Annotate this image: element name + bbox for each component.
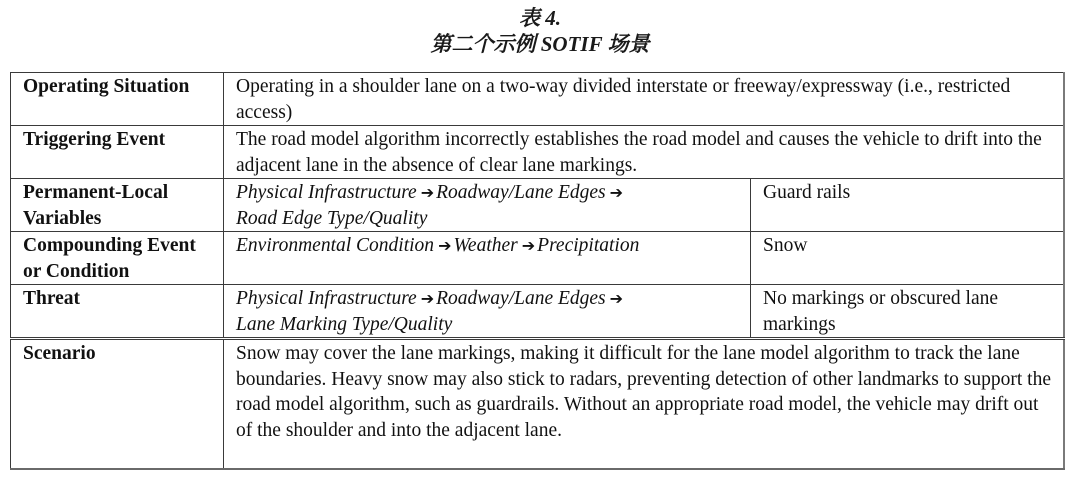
row-label: Compounding Event or Condition bbox=[11, 232, 224, 285]
row-label: Operating Situation bbox=[11, 73, 224, 126]
table-caption-number: 表 4. bbox=[519, 6, 561, 30]
path-segment: Weather bbox=[453, 235, 518, 256]
row-value: The road model algorithm incorrectly establishes the road model and causes the vehicle to drift into the adjacent lane in the absence of clear lane markings. bbox=[224, 126, 1064, 179]
path-segment: Roadway/Lane Edges bbox=[436, 288, 606, 309]
path-segment: Precipitation bbox=[537, 235, 640, 256]
path-segment: Physical Infrastructure bbox=[236, 288, 417, 309]
row-label: Permanent-Local Variables bbox=[11, 179, 224, 232]
path-segment: Lane Marking Type/Quality bbox=[236, 313, 453, 335]
arrow-right-icon: ➔ bbox=[420, 289, 435, 308]
table-row-compounding-event bbox=[11, 232, 1064, 285]
row-label: Threat bbox=[11, 285, 224, 339]
arrow-right-icon: ➔ bbox=[420, 183, 435, 202]
table-caption-title: 第二个示例 SOTIF 场景 bbox=[430, 32, 650, 56]
arrow-right-icon: ➔ bbox=[438, 236, 452, 255]
category-path bbox=[224, 285, 751, 339]
row-label: Scenario bbox=[11, 339, 224, 470]
row-value: No markings or obscured lane markings bbox=[751, 285, 1064, 339]
row-value: Snow bbox=[751, 232, 1064, 285]
arrow-right-icon: ➔ bbox=[609, 183, 624, 202]
category-path bbox=[224, 179, 751, 232]
path-segment: Road Edge Type/Quality bbox=[236, 207, 428, 229]
row-value: Operating in a shoulder lane on a two-way divided interstate or freeway/expressway (i.e., restricted access) bbox=[224, 73, 1064, 126]
table-row-operating-situation bbox=[11, 73, 1064, 126]
table-row-permanent-local-variables bbox=[11, 179, 1064, 232]
path-segment: Roadway/Lane Edges bbox=[436, 182, 606, 203]
table-row-triggering-event bbox=[11, 126, 1064, 179]
path-segment: Physical Infrastructure bbox=[236, 182, 417, 203]
category-path bbox=[224, 232, 751, 285]
row-value: Guard rails bbox=[751, 179, 1064, 232]
row-value: Snow may cover the lane markings, making it difficult for the lane model algorithm to track the lane boundaries. Heavy snow may also stick to radars, preventing detection of other landmarks to support the road model algorithm, such as guardrails. Without an appropriate road model, the vehicle may drift out of the shoulder and into the adjacent lane. bbox=[224, 339, 1064, 470]
arrow-right-icon: ➔ bbox=[521, 236, 536, 255]
path-segment: Environmental Condition bbox=[236, 235, 435, 256]
table-row-threat bbox=[11, 285, 1064, 339]
table-row-scenario bbox=[11, 339, 1064, 470]
sotif-scenario-table bbox=[10, 72, 1065, 470]
arrow-right-icon: ➔ bbox=[609, 289, 624, 308]
row-label: Triggering Event bbox=[11, 126, 224, 179]
